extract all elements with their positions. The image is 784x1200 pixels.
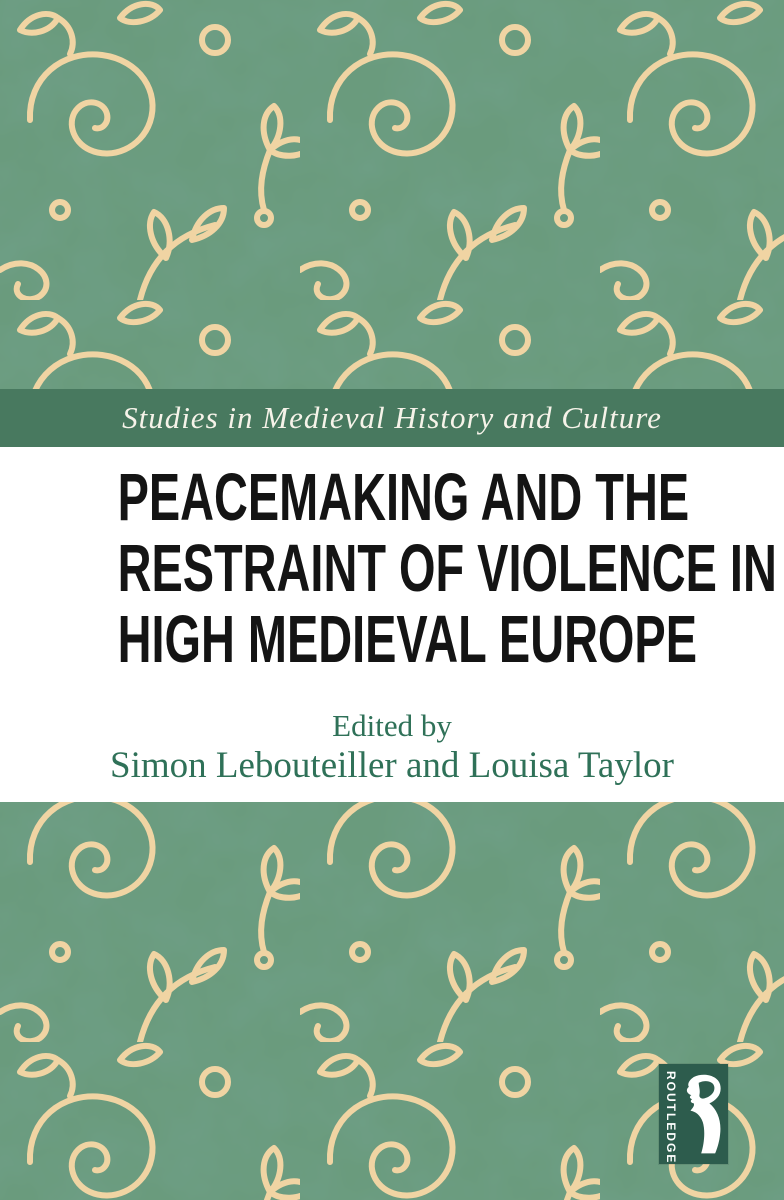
book-title-line-3: HIGH MEDIEVAL EUROPE bbox=[117, 602, 697, 677]
series-band bbox=[0, 389, 784, 447]
editor-names: Simon Lebouteiller and Louisa Taylor bbox=[110, 745, 674, 786]
book-title bbox=[0, 462, 784, 675]
routledge-logo bbox=[659, 1064, 728, 1164]
book-title-line-2: RESTRAINT OF VIOLENCE IN bbox=[117, 531, 777, 606]
floral-pattern-top bbox=[0, 0, 784, 389]
floral-pattern-top-art bbox=[0, 0, 784, 389]
routledge-r-icon bbox=[679, 1070, 725, 1158]
routledge-logo-text: ROUTLEDGE bbox=[664, 1071, 678, 1165]
series-title: Studies in Medieval History and Culture bbox=[122, 400, 662, 435]
book-title-line-1: PEACEMAKING AND THE bbox=[117, 460, 690, 535]
edited-by-label: Edited by bbox=[332, 708, 452, 743]
